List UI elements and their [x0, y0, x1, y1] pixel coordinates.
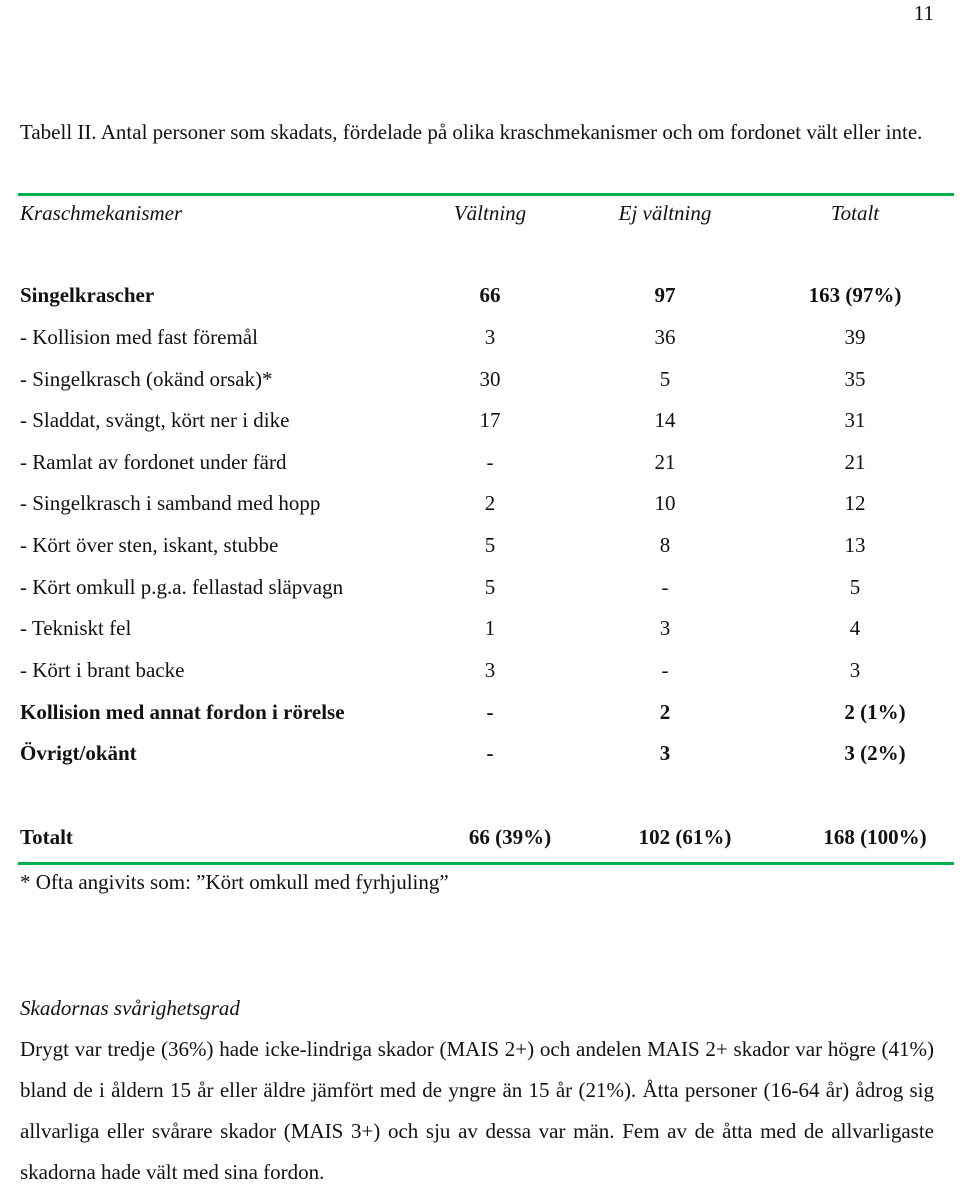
cell-totalt: 39: [844, 325, 866, 349]
row-label: - Tekniskt fel: [20, 616, 132, 640]
row-label: - Kört omkull p.g.a. fellastad släpvagn: [20, 575, 344, 599]
cell-ej-valtning: 8: [659, 533, 671, 557]
cell-valtning: 2: [484, 491, 496, 515]
cell-valtning: 30: [479, 367, 501, 391]
row-label: - Singelkrasch i samband med hopp: [20, 491, 321, 515]
cell-valtning: -: [486, 700, 494, 724]
cell-ej-valtning: 36: [654, 325, 676, 349]
row-label: - Kört i brant backe: [20, 658, 185, 682]
table-top-rule: [18, 193, 954, 196]
cell-ej-valtning: 5: [659, 367, 671, 391]
cell-valtning: 17: [479, 408, 501, 432]
cell-ej-valtning: 97: [654, 283, 676, 307]
table-total-row: [0, 822, 960, 852]
total-ej-valtning: 102 (61%): [638, 825, 732, 849]
total-label: Totalt: [20, 825, 73, 849]
table-caption: Tabell II. Antal personer som skadats, fördelade på olika kraschmekanismer och om fordonet vält eller inte.: [20, 120, 923, 144]
cell-ej-valtning: -: [661, 658, 669, 682]
table-row: [0, 572, 960, 602]
body-paragraph: Drygt var tredje (36%) hade icke-lindriga skador (MAIS 2+) och andelen MAIS 2+ skador var högre (41%) bland de i åldern 15 år eller äldre jämfört med de yngre än 15 år (21%). Åtta personer (16-64 år) ådrog sig allvarliga eller svårare skador (MAIS 3+) och sju av dessa var män. Fem av de åtta med de allvarligaste skadorna hade vält med sina fordon.: [20, 1037, 934, 1184]
page-number: 11: [913, 1, 934, 25]
column-header-valtning: Vältning: [453, 201, 527, 225]
cell-valtning: 5: [484, 533, 496, 557]
cell-totalt: 4: [849, 616, 861, 640]
cell-totalt: 3 (2%): [844, 741, 906, 765]
cell-totalt: 3: [849, 658, 861, 682]
cell-totalt: 2 (1%): [844, 700, 906, 724]
cell-valtning: 5: [484, 575, 496, 599]
column-header-ej-valtning: Ej vältning: [618, 201, 712, 225]
cell-totalt: 163 (97%): [808, 283, 902, 307]
cell-ej-valtning: 21: [654, 450, 676, 474]
table-footnote: * Ofta angivits som: ”Kört omkull med fyrhjuling”: [20, 870, 449, 894]
cell-totalt: 21: [844, 450, 866, 474]
total-totalt: 168 (100%): [823, 825, 927, 849]
cell-totalt: 31: [844, 408, 866, 432]
column-header-kraschmekanismer: Kraschmekanismer: [20, 201, 183, 225]
row-label: - Sladdat, svängt, kört ner i dike: [20, 408, 290, 432]
cell-valtning: 3: [484, 658, 496, 682]
row-label: - Kört över sten, iskant, stubbe: [20, 533, 279, 557]
table-row: [0, 405, 960, 435]
cell-ej-valtning: -: [661, 575, 669, 599]
cell-totalt: 35: [844, 367, 866, 391]
cell-ej-valtning: 10: [654, 491, 676, 515]
cell-valtning: 1: [484, 616, 496, 640]
row-label: - Singelkrasch (okänd orsak)*: [20, 367, 273, 391]
total-valtning: 66 (39%): [468, 825, 552, 849]
cell-totalt: 5: [849, 575, 861, 599]
cell-ej-valtning: 2: [659, 700, 671, 724]
cell-ej-valtning: 3: [659, 616, 671, 640]
column-header-totalt: Totalt: [830, 201, 880, 225]
row-label: Kollision med annat fordon i rörelse: [20, 700, 345, 724]
cell-ej-valtning: 14: [654, 408, 676, 432]
table-row: [0, 364, 960, 394]
table-row: [0, 655, 960, 685]
row-label: - Ramlat av fordonet under färd: [20, 450, 287, 474]
cell-totalt: 13: [844, 533, 866, 557]
row-label: Singelkrascher: [20, 283, 155, 307]
row-label: Övrigt/okänt: [20, 741, 137, 765]
section-title: Skadornas svårighetsgrad: [20, 996, 240, 1020]
cell-valtning: -: [486, 450, 494, 474]
table-row: [0, 738, 960, 768]
table-row: [0, 447, 960, 477]
table-row: [0, 697, 960, 727]
cell-ej-valtning: 3: [659, 741, 671, 765]
cell-valtning: 66: [479, 283, 501, 307]
table-bottom-rule: [18, 862, 954, 865]
cell-valtning: -: [486, 741, 494, 765]
cell-totalt: 12: [844, 491, 866, 515]
table-row: [0, 613, 960, 643]
cell-valtning: 3: [484, 325, 496, 349]
table-row: [0, 530, 960, 560]
row-label: - Kollision med fast föremål: [20, 325, 258, 349]
table-row: [0, 280, 960, 310]
table-row: [0, 488, 960, 518]
table-row: [0, 322, 960, 352]
